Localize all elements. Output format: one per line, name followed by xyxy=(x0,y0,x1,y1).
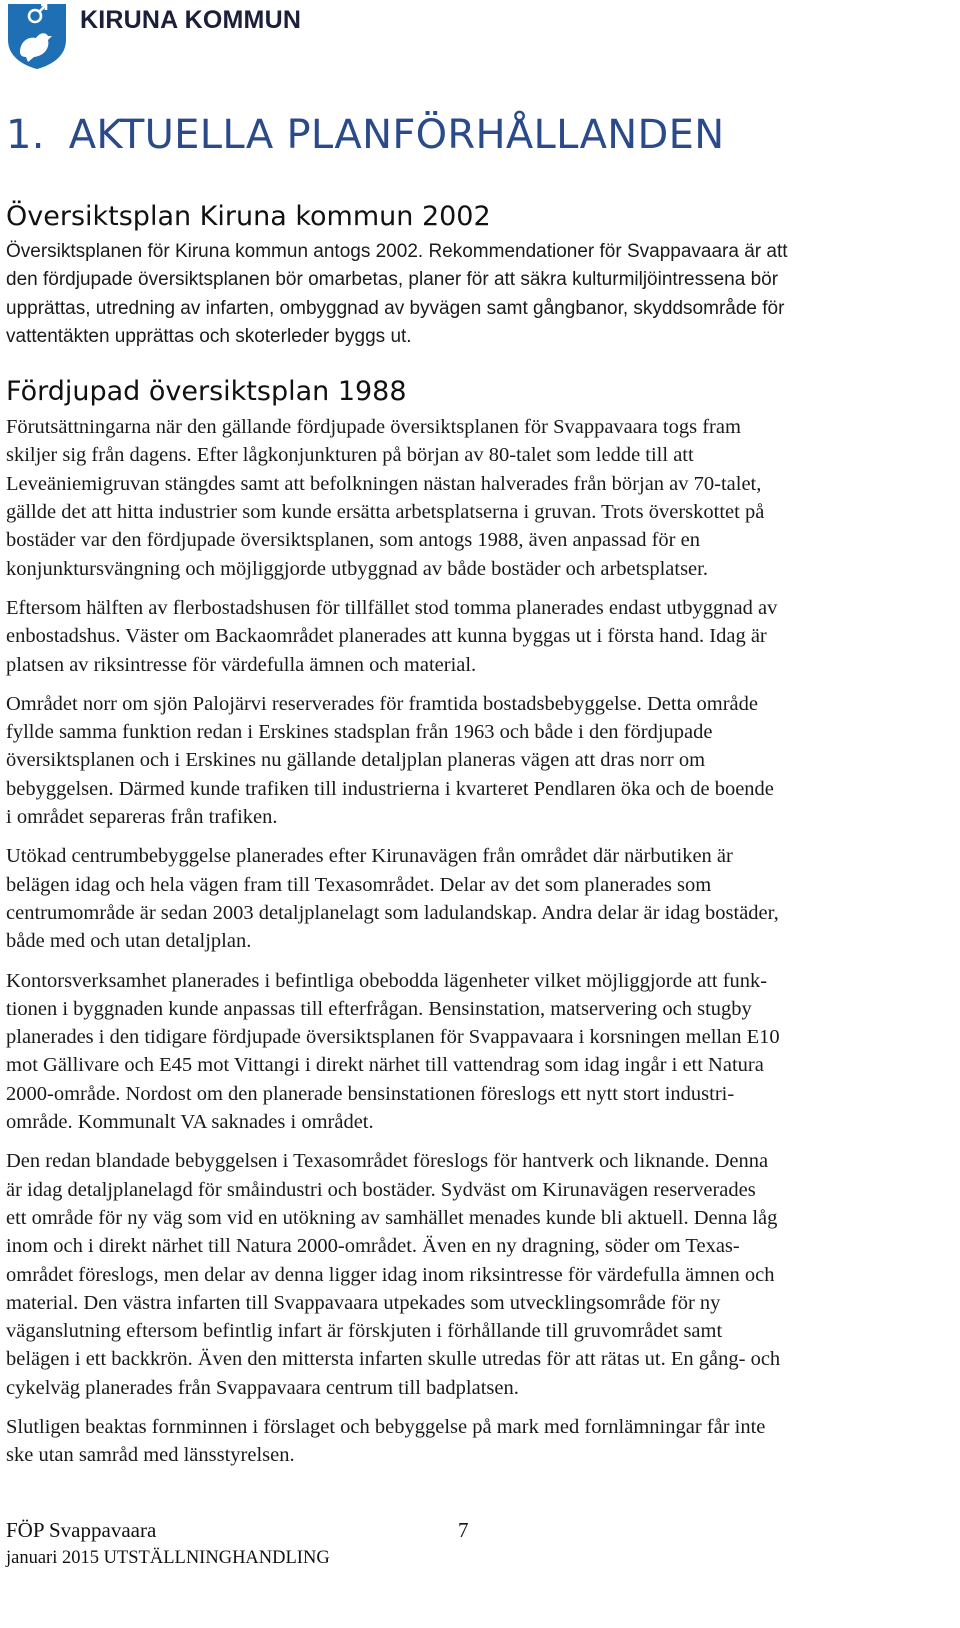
paragraph: Förutsättningarna när den gällande fördjupade översiktsplanen för Svappavaara togs fram skiljer sig från dagens. Efter lågkonjunkturen på början av 80-talet som ledde till att Leveäniemigruvan stängdes samt att befolkningen nästan halverades från början av 70-talet, gällde det att hitta industrier som kunde ersätta arbetsplatserna i gruvan. Trots överskottet på bostäder var den fördjupade översiktsplanen, som antogs 1988, även anpassad för en konjunktursvängning och möjliggjorde utbyggnad av både bostäder och arbetsplatser. xyxy=(6,416,765,580)
footer-title: FÖP Svappavaara xyxy=(6,1518,157,1542)
document-body xyxy=(6,200,928,1481)
section-heading: Översiktsplan Kiruna kommun 2002 xyxy=(6,201,491,232)
crest-icon xyxy=(6,2,68,70)
paragraph: Slutligen beaktas fornminnen i förslaget och bebyggelse på mark med fornlämningar får inte ske utan samråd med länsstyrelsen. xyxy=(6,1415,766,1467)
chapter-title: AKTUELLA PLANFÖRHÅLLANDEN xyxy=(68,112,725,158)
paragraph: Den redan blandade bebyggelsen i Texasområdet föreslogs för hantverk och liknande. Denna är idag detaljplanelagd för småindustri och bostäder. Sydväst om Kirunavägen reserverades ett område för ny väg som vid en utökning av samhället menades kunde bli aktuell. Denna låg inom och i direkt närhet till Natura 2000-området. Även en ny dragning, söder om Texas- området föreslogs, men delar av denna ligger idag inom riksintresse för värdefulla ämnen och material. Den västra infarten till Svappavaara utpekades som utvecklingsområde för ny väganslutning eftersom befintlig infart är förskjuten i förhållande till gruvområdet samt belägen i ett backkrön. Även den mittersta infarten skulle utredas för att rätas ut. En gång- och cykelväg planerades från Svappavaara centrum till badplatsen. xyxy=(6,1150,781,1399)
page-header xyxy=(6,2,306,72)
page-number: 7 xyxy=(458,1518,469,1542)
chapter-number: 1. xyxy=(6,112,45,158)
paragraph: Översiktsplanen för Kiruna kommun antogs 2002. Rekommendationer för Svappavaara är att den fördjupade översiktsplanen bör omarbetas, planer för att säkra kulturmiljöintressena bör upprättas, utredning av infarten, ombyggnad av byvägen samt gångbanor, skyddsområde för vattentäkten upprättas och skoterleder byggs ut. xyxy=(6,241,788,347)
paragraph: Eftersom hälften av flerbostadshusen för tillfället stod tomma planerades endast utbyggnad av enbostadshus. Väster om Backaområdet planerades att kunna byggas ut i första hand. Idag är platsen av riksintresse för värdefulla ämnen och material. xyxy=(6,596,778,676)
page-title xyxy=(6,112,724,158)
paragraph: Området norr om sjön Palojärvi reserverades för framtida bostadsbebyggelse. Detta område fyllde samma funktion redan i Erskines stadsplan från 1963 och både i den fördjupade översiktsplanen och i Erskines nu gällande detaljplan planeras vägen att dras norr om bebyggelsen. Därmed kunde trafiken till industrierna i kvarteret Pendlaren öka och de boende i området separeras från trafiken. xyxy=(6,692,774,829)
org-name: KIRUNA KOMMUN xyxy=(80,6,302,34)
footer-date-status: januari 2015 UTSTÄLLNINGHANDLING xyxy=(6,1548,330,1568)
paragraph: Utökad centrumbebyggelse planerades efter Kirunavägen från området där närbutiken är belägen idag och hela vägen fram till Texasområdet. Delar av det som planerades som centrumområde är sedan 2003 detaljplanelagt som ladulandskap. Andra delar är idag bostäder, både med och utan detaljplan. xyxy=(6,845,779,953)
paragraph: Kontorsverksamhet planerades i befintliga obebodda lägenheter vilket möjliggjorde att funk- tionen i byggnaden kunde anpassas till efterfrågan. Bensinstation, matservering och stugby planerades i den tidigare fördjupade översiktsplanen för Svappavaara i korsningen mellan E10 mot Gällivare och E45 mot Vittangi i direkt närhet till vattendrag som idag ingår i ett Natura 2000-område. Nordost om den planerade bensinstationen föreslogs ett nytt stort industri- område. Kommunalt VA saknades i området. xyxy=(6,969,780,1134)
section-heading: Fördjupad översiktsplan 1988 xyxy=(6,376,407,408)
